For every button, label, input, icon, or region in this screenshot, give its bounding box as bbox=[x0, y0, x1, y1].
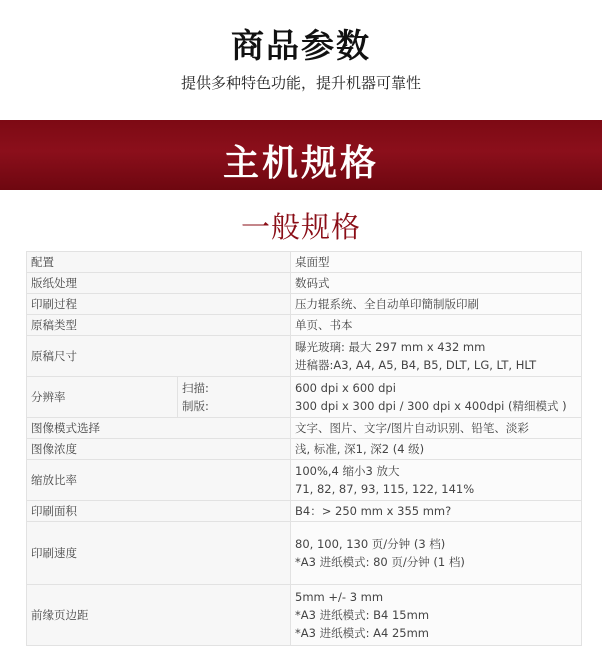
spec-row bbox=[27, 252, 582, 273]
spec-value: 浅, 标准, 深1, 深2 (4 级) bbox=[291, 439, 582, 460]
spec-label: 印刷面积 bbox=[27, 501, 291, 522]
page-title: 商品参数 bbox=[231, 26, 371, 65]
spec-sub-label-plate: 制版: bbox=[182, 399, 209, 413]
spec-row bbox=[27, 273, 582, 294]
spec-value-line: 600 dpi x 600 dpi bbox=[295, 381, 396, 395]
spec-label: 印刷过程 bbox=[27, 294, 291, 315]
spec-value: B4：> 250 mm x 355 mm? bbox=[291, 501, 582, 522]
spec-value bbox=[291, 460, 582, 501]
spec-value: 文字、图片、文字/图片自动识别、铅笔、淡彩 bbox=[291, 418, 582, 439]
spec-label: 原稿尺寸 bbox=[27, 336, 291, 377]
spec-label: 原稿类型 bbox=[27, 315, 291, 336]
section-title: 一般规格 bbox=[240, 210, 361, 244]
spec-sub-label-scan: 扫描: bbox=[182, 381, 209, 395]
spec-value-line: 80, 100, 130 页/分钟 (3 档) bbox=[295, 537, 446, 551]
spec-value-line: *A3 进纸模式: 80 页/分钟 (1 档) bbox=[295, 555, 465, 569]
spec-value bbox=[291, 336, 582, 377]
spec-row bbox=[27, 377, 582, 418]
page-subtitle: 提供多种特色功能，提升机器可靠性 bbox=[180, 74, 421, 92]
spec-row bbox=[27, 522, 582, 585]
spec-table bbox=[26, 251, 582, 646]
spec-label: 配置 bbox=[27, 252, 291, 273]
spec-label: 图像模式选择 bbox=[27, 418, 291, 439]
spec-row bbox=[27, 460, 582, 501]
spec-label: 缩放比率 bbox=[27, 460, 291, 501]
spec-value: 单页、书本 bbox=[291, 315, 582, 336]
spec-row bbox=[27, 439, 582, 460]
header bbox=[0, 0, 602, 116]
spec-value: 桌面型 bbox=[291, 252, 582, 273]
spec-value: 压力辊系统、全自动单印簡制版印刷 bbox=[291, 294, 582, 315]
spec-value-line: *A3 进纸模式: A4 25mm bbox=[295, 626, 429, 640]
spec-row bbox=[27, 501, 582, 522]
spec-row bbox=[27, 585, 582, 646]
spec-value-line: 100%,4 缩小3 放大 bbox=[295, 464, 400, 478]
spec-label: 印刷速度 bbox=[27, 522, 291, 585]
spec-value-line: 曝光玻璃: 最大 297 mm x 432 mm bbox=[295, 340, 486, 354]
spec-label: 版纸处理 bbox=[27, 273, 291, 294]
spec-label: 前缘页边距 bbox=[27, 585, 291, 646]
spec-row bbox=[27, 336, 582, 377]
spec-value bbox=[291, 585, 582, 646]
banner-title: 主机规格 bbox=[222, 143, 379, 184]
spec-value-line: 71, 82, 87, 93, 115, 122, 141% bbox=[295, 482, 475, 496]
spec-row bbox=[27, 418, 582, 439]
spec-label: 图像浓度 bbox=[27, 439, 291, 460]
spec-value: 数码式 bbox=[291, 273, 582, 294]
spec-row bbox=[27, 315, 582, 336]
spec-sub-labels bbox=[178, 377, 291, 418]
spec-row bbox=[27, 294, 582, 315]
spec-value bbox=[291, 377, 582, 418]
spec-value-line: 进稿器:A3, A4, A5, B4, B5, DLT, LG, LT, HLT bbox=[295, 358, 537, 372]
spec-value bbox=[291, 522, 582, 585]
spec-label: 分辨率 bbox=[27, 377, 178, 418]
spec-value-line: *A3 进纸模式: B4 15mm bbox=[295, 608, 430, 622]
spec-value-line: 300 dpi x 300 dpi / 300 dpi x 400dpi (精细模式 ) bbox=[295, 399, 567, 413]
spec-value-line: 5mm +/- 3 mm bbox=[295, 590, 384, 604]
